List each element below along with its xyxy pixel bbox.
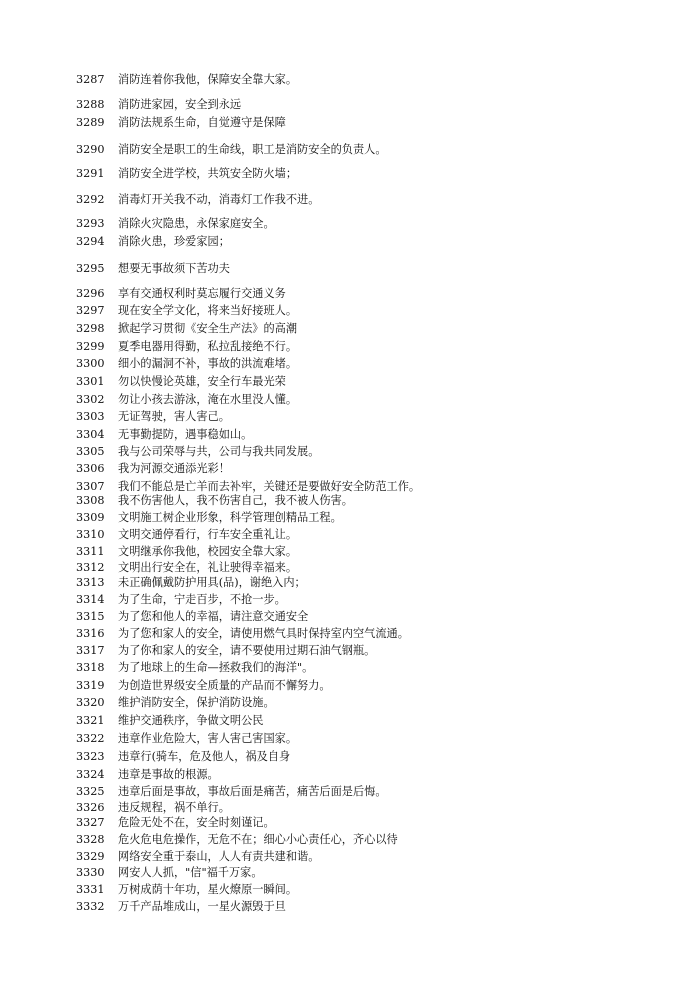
item-text: 现在安全学文化，将来当好接班人。 [118, 304, 298, 317]
item-text: 违章后面是事故，事故后面是痛苦，痛苦后面是后悔。 [118, 785, 387, 798]
item-number: 3318 [76, 661, 105, 674]
item-text: 违章是事故的根源。 [118, 768, 219, 781]
item-text: 危险无处不在，安全时刻谨记。 [118, 816, 275, 829]
item-number: 3332 [76, 900, 105, 913]
item-number: 3331 [76, 883, 105, 896]
item-text: 消毒灯开关我不动，消毒灯工作我不进。 [118, 193, 320, 206]
item-number: 3300 [76, 357, 105, 370]
item-text: 想要无事故须下苦功夫 [118, 262, 230, 275]
item-text: 享有交通权利时莫忘履行交通义务 [118, 287, 286, 300]
item-number: 3315 [76, 610, 105, 623]
item-text: 危火危电危操作，无危不在；细心小心责任心，齐心以待 [118, 833, 398, 846]
item-text: 消防进家园，安全到永远 [118, 98, 242, 111]
item-text: 为了您和他人的幸福，请注意交通安全 [118, 610, 309, 623]
item-text: 消防安全是职工的生命线，职工是消防安全的负责人。 [118, 143, 387, 156]
item-number: 3330 [76, 866, 105, 879]
item-text: 文明施工树企业形象，科学管理创精品工程。 [118, 511, 342, 524]
item-number: 3322 [76, 732, 105, 745]
item-text: 消防连着你我他，保障安全靠大家。 [118, 73, 298, 86]
item-text: 文明出行安全在，礼让驶得幸福来。 [118, 561, 298, 574]
item-text: 为了生命，宁走百步，不抢一步。 [118, 593, 286, 606]
item-text: 消除火灾隐患，永保家庭安全。 [118, 217, 275, 230]
item-text: 我为河源交通添光彩！ [118, 462, 230, 475]
item-number: 3306 [76, 462, 105, 475]
item-number: 3311 [76, 545, 105, 558]
item-text: 我不伤害他人，我不伤害自己，我不被人伤害。 [118, 494, 353, 507]
item-number: 3296 [76, 287, 105, 300]
item-number: 3326 [76, 801, 105, 814]
item-text: 违章行(骑车，危及他人，祸及自身 [118, 750, 291, 763]
item-number: 3293 [76, 217, 105, 230]
item-number: 3290 [76, 143, 105, 156]
item-text: 违章作业危险大，害人害己害国家。 [118, 732, 298, 745]
item-text: 为了您和家人的安全，请使用燃气具时保持室内空气流通。 [118, 627, 409, 640]
item-text: 为了你和家人的安全，请不要使用过期石油气钢瓶。 [118, 644, 376, 657]
item-text: 违反规程，祸不单行。 [118, 801, 230, 814]
item-number: 3324 [76, 768, 105, 781]
item-text: 网络安全重于泰山，人人有责共建和谐。 [118, 850, 320, 863]
item-number: 3308 [76, 494, 105, 507]
item-number: 3289 [76, 116, 105, 129]
item-text: 万千产品堆成山，一星火源毁于旦 [118, 900, 286, 913]
item-text: 文明交通停看行，行车安全重礼让。 [118, 528, 298, 541]
item-number: 3307 [76, 480, 105, 493]
item-number: 3297 [76, 304, 105, 317]
item-number: 3320 [76, 696, 105, 709]
item-number: 3317 [76, 644, 105, 657]
item-text: 消防安全进学校，共筑安全防火墙； [118, 167, 298, 180]
item-text: 细小的漏洞不补，事故的洪流难堵。 [118, 357, 298, 370]
item-text: 维护交通秩序，争做文明公民 [118, 714, 264, 727]
item-number: 3298 [76, 322, 105, 335]
item-text: 无事勤提防，遇事稳如山。 [118, 428, 253, 441]
item-number: 3319 [76, 679, 105, 692]
item-number: 3325 [76, 785, 105, 798]
item-number: 3305 [76, 445, 105, 458]
item-number: 3316 [76, 627, 105, 640]
item-text: 为创造世界级安全质量的产品而不懈努力。 [118, 679, 331, 692]
item-text: 文明继承你我他，校园安全靠大家。 [118, 545, 298, 558]
item-number: 3301 [76, 375, 105, 388]
item-number: 3323 [76, 750, 105, 763]
item-text: 勿让小孩去游泳，淹在水里没人懂。 [118, 393, 298, 406]
item-number: 3312 [76, 561, 105, 574]
item-number: 3304 [76, 428, 105, 441]
item-text: 万树成荫十年功，星火燎原一瞬间。 [118, 883, 298, 896]
item-text: 消除火患，珍爱家园； [118, 235, 230, 248]
item-number: 3314 [76, 593, 105, 606]
item-number: 3303 [76, 410, 105, 423]
item-number: 3288 [76, 98, 105, 111]
item-number: 3291 [76, 167, 105, 180]
item-text: 无证驾驶，害人害己。 [118, 410, 230, 423]
item-text: 为了地球上的生命—拯救我们的海洋"。 [118, 661, 314, 674]
item-text: 勿以快慢论英雄，安全行车最光荣 [118, 375, 286, 388]
item-text: 维护消防安全，保护消防设施。 [118, 696, 275, 709]
item-text: 夏季电器用得勤，私拉乱接绝不行。 [118, 340, 298, 353]
item-text: 我们不能总是亡羊而去补牢，关键还是要做好安全防范工作。 [118, 480, 421, 493]
item-number: 3287 [76, 73, 105, 86]
item-number: 3310 [76, 528, 105, 541]
item-number: 3313 [76, 576, 105, 589]
item-text: 我与公司荣辱与共，公司与我共同发展。 [118, 445, 320, 458]
item-number: 3294 [76, 235, 105, 248]
item-number: 3309 [76, 511, 105, 524]
item-text: 未正确佩戴防护用具(品)，谢绝入内； [118, 576, 306, 589]
item-number: 3321 [76, 714, 105, 727]
item-number: 3329 [76, 850, 105, 863]
item-text: 掀起学习贯彻《安全生产法》的高潮 [118, 322, 298, 335]
item-number: 3327 [76, 816, 105, 829]
item-text: 网安人人抓，"信"福千万家。 [118, 866, 263, 879]
item-number: 3302 [76, 393, 105, 406]
item-number: 3295 [76, 262, 105, 275]
item-text: 消防法规系生命，自觉遵守是保障 [118, 116, 286, 129]
item-number: 3299 [76, 340, 105, 353]
item-number: 3328 [76, 833, 105, 846]
item-number: 3292 [76, 193, 105, 206]
